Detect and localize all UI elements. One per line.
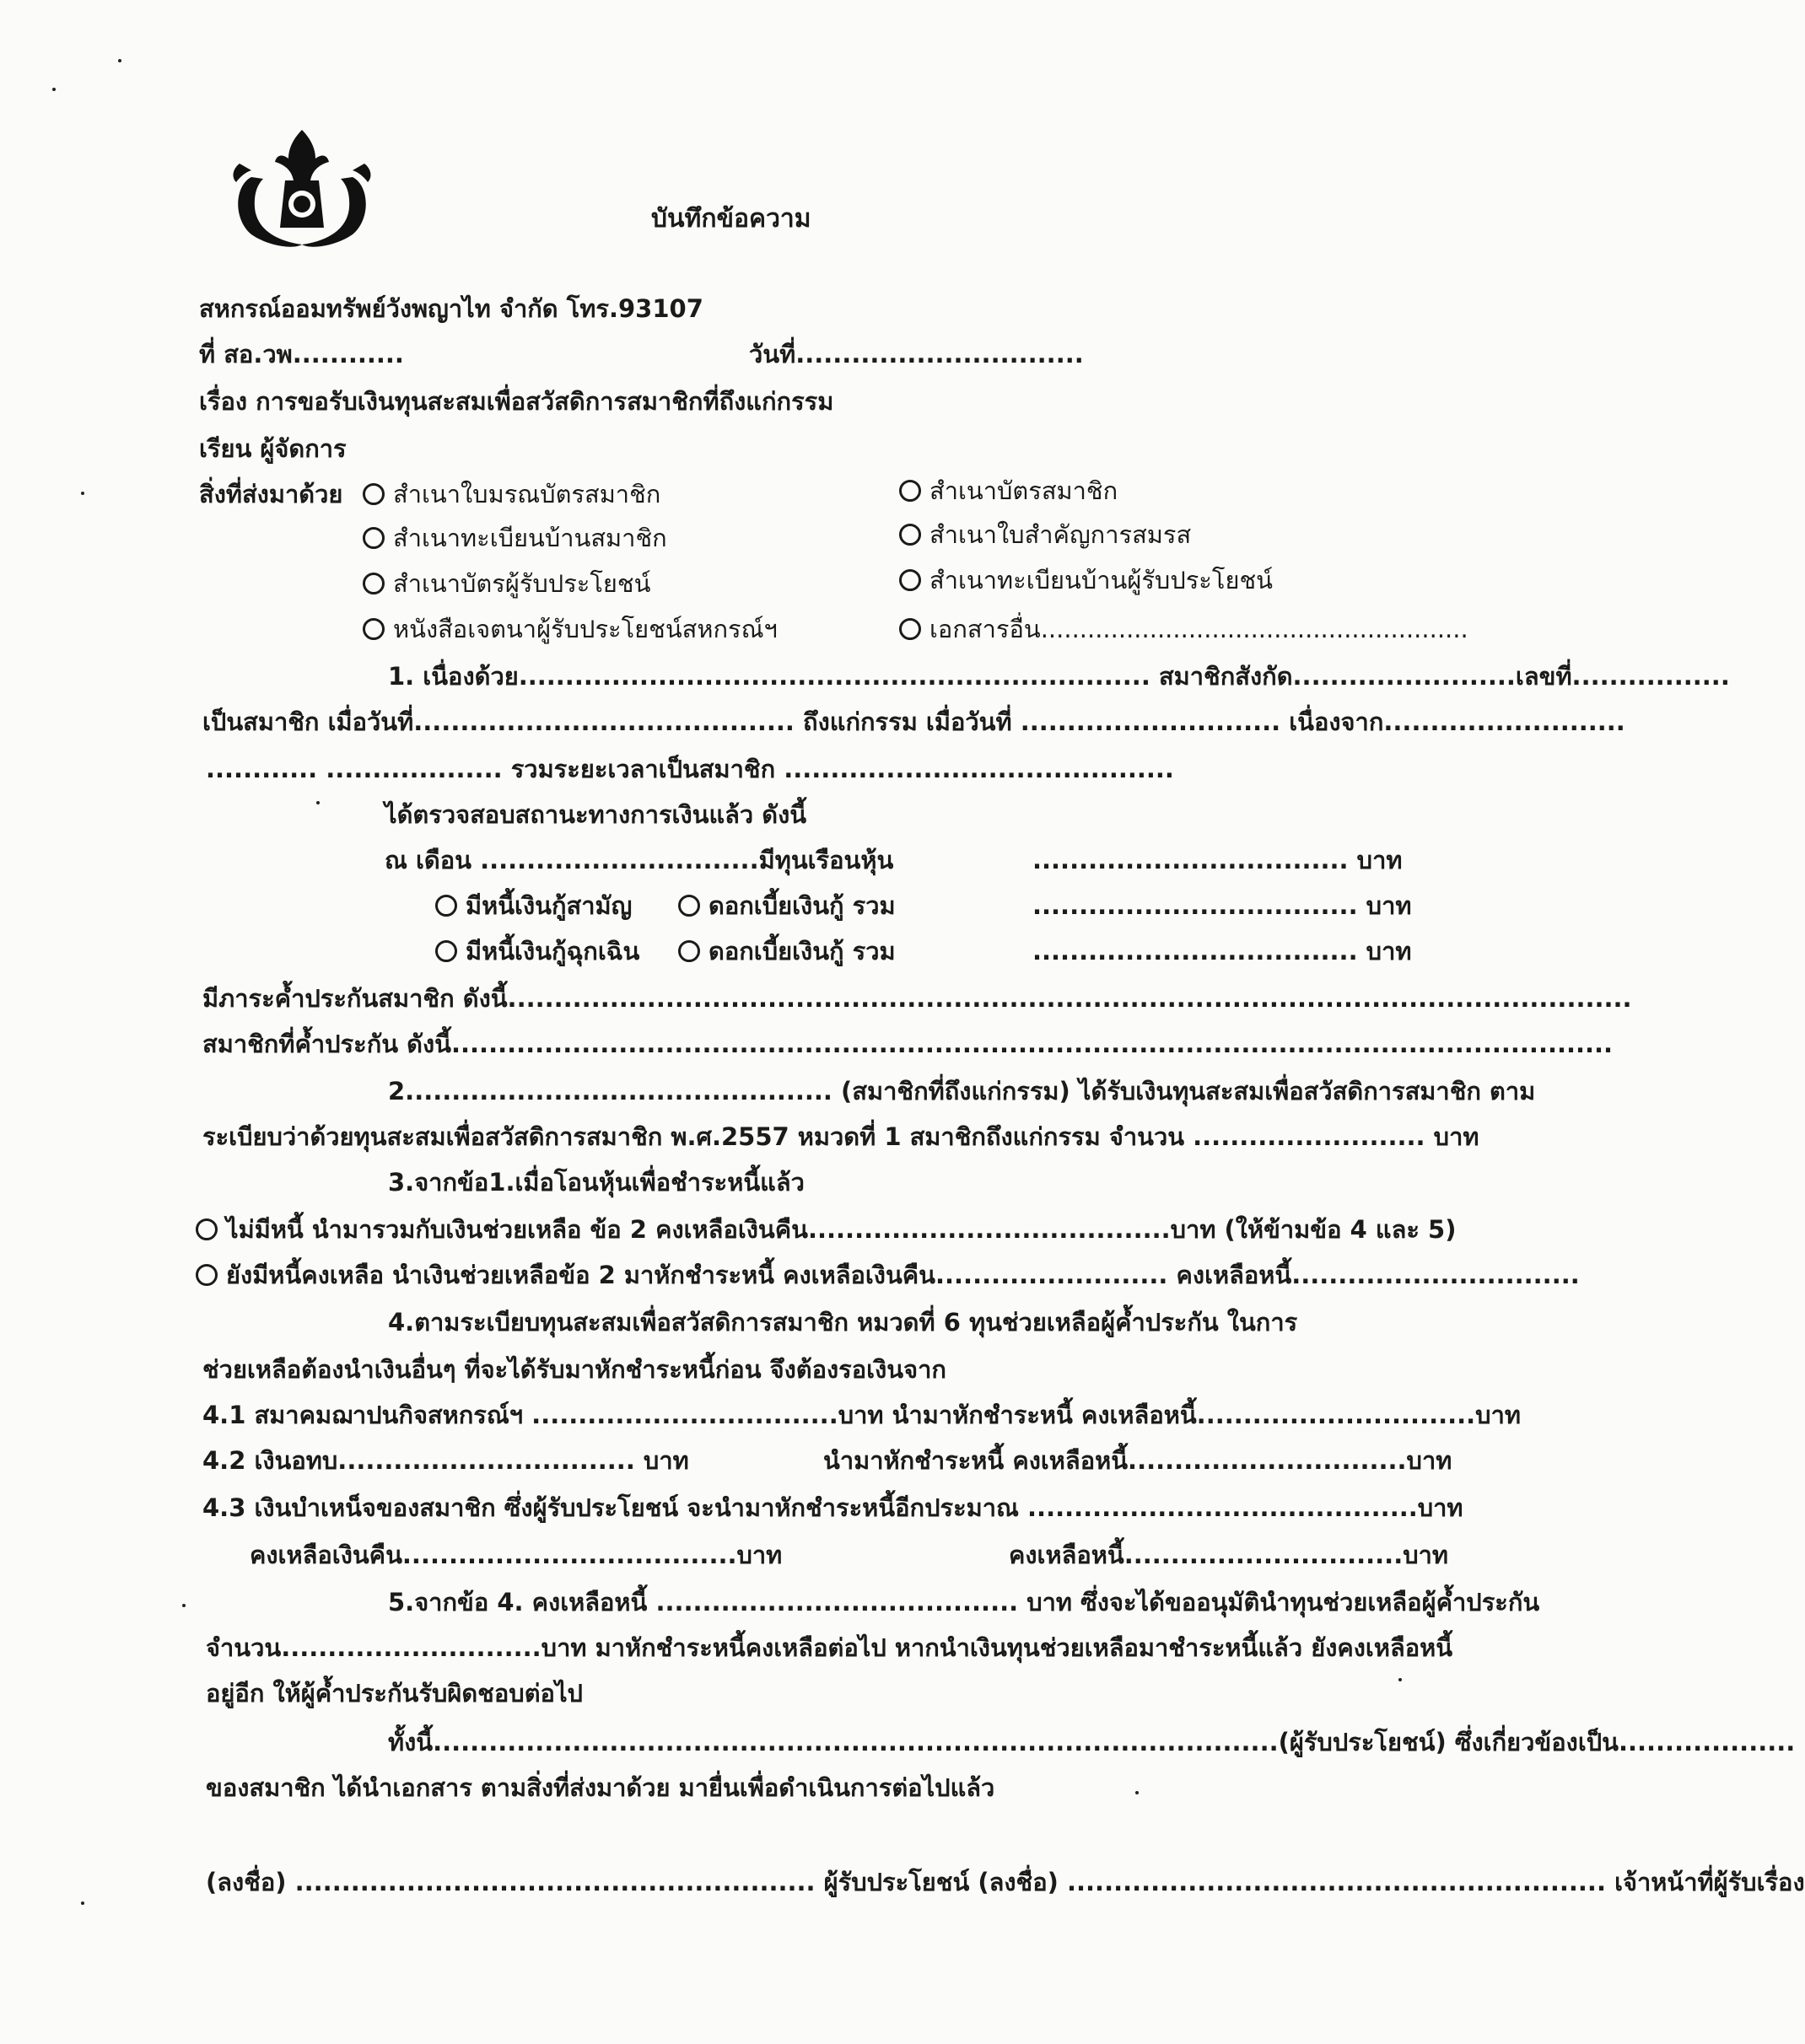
subject-line: เรื่อง การขอรับเงินทุนสะสมเพื่อสวัสดิการสมาชิกที่ถึงแก่กรรม [199, 387, 834, 416]
scan-speck [182, 1604, 186, 1607]
checkbox-circle-icon[interactable] [899, 480, 921, 502]
checkbox-circle-icon[interactable] [899, 569, 921, 591]
paragraph-2-line: ระเบียบว่าด้วยทุนสะสมเพื่อสวัสดิการสมาชิก พ.ศ.2557 หมวดที่ 1 สมาชิกถึงแก่กรรม จำนวน ......................... บาท [202, 1122, 1479, 1151]
checkbox-circle-icon[interactable] [363, 573, 385, 594]
guarantor-line: สมาชิกที่ค้ำประกัน ดังนี้............................................................................................................................. [202, 1030, 1614, 1058]
enclosure-item[interactable]: สำเนาใบสำคัญการสมรส [899, 518, 1191, 551]
memo-title: บันทึกข้อความ [651, 204, 811, 234]
enclosure-item[interactable]: เอกสารอื่น....................................................... [899, 612, 1468, 646]
paragraph-5-line: จำนวน............................บาท มาหักชำระหนี้คงเหลือต่อไป หากนำเงินทุนช่วยเหลือมาชำระหนี้แล้ว ยังคงเหลือหนี้ [206, 1633, 1453, 1662]
date-field: วันที่............................... [749, 340, 1084, 368]
enclosure-item[interactable]: สำเนาทะเบียนบ้านสมาชิก [363, 521, 667, 555]
cooperative-emblem-icon [226, 126, 378, 261]
paragraph-6-line: ทั้งนี้...........................................................................................(ผู้รับประโยชน์) ซึ่งเกี่ยวข้องเป็น................... [388, 1728, 1796, 1756]
loan-emergency-option[interactable]: มีหนี้เงินกู้ฉุกเฉิน [435, 934, 639, 968]
organization-line: สหกรณ์ออมทรัพย์วังพญาไท จำกัด โทร.93107 [199, 294, 703, 323]
scan-speck [81, 492, 84, 495]
paragraph-2-line: 2.............................................. (สมาชิกที่ถึงแก่กรรม) ได้รับเงินทุนสะสมเพื่อสวัสดิการสมาชิก ตาม [388, 1077, 1536, 1105]
paragraph-4-line: ช่วยเหลือต้องนำเงินอื่นๆ ที่จะได้รับมาหักชำระหนี้ก่อน จึงต้องรอเงินจาก [202, 1355, 946, 1384]
paragraph-4-1: 4.1 สมาคมฌาปนกิจสหกรณ์ฯ .................................บาท นำมาหักชำระหนี้ คงเหลือหนี้..............................บาท [202, 1401, 1521, 1429]
paragraph-5-line: 5.จากข้อ 4. คงเหลือหนี้ ....................................... บาท ซึ่งจะได้ขออนุมัตินำทุนช่วยเหลือผู้ค้ำประกัน [388, 1588, 1540, 1616]
month-shares-amount: .................................. บาท [1032, 846, 1403, 874]
checkbox-circle-icon[interactable] [435, 940, 457, 962]
paragraph-4-2-left: 4.2 เงินอทบ................................ บาท [202, 1446, 689, 1475]
checkbox-circle-icon[interactable] [899, 618, 921, 640]
checkbox-circle-icon[interactable] [196, 1264, 218, 1286]
paragraph-4-2-right: นำมาหักชำระหนี้ คงเหลือหนี้..............................บาท [823, 1446, 1452, 1475]
scan-speck [1135, 1791, 1139, 1794]
checkbox-circle-icon[interactable] [363, 527, 385, 549]
loan-normal-option[interactable]: มีหนี้เงินกู้สามัญ [435, 889, 632, 922]
loan-normal-interest[interactable]: ดอกเบี้ยเงินกู้ รวม [678, 889, 896, 922]
month-shares-line: ณ เดือน ..............................มีทุนเรือนหุ้น [385, 846, 894, 874]
checkbox-circle-icon[interactable] [363, 618, 385, 640]
paragraph-4-line: 4.ตามระเบียบทุนสะสมเพื่อสวัสดิการสมาชิก หมวดที่ 6 ทุนช่วยเหลือผู้ค้ำประกัน ในการ [388, 1308, 1298, 1337]
scan-speck [316, 801, 320, 804]
paragraph-4-3-refund: คงเหลือเงินคืน....................................บาท [250, 1541, 783, 1569]
guarantee-line: มีภาระค้ำประกันสมาชิก ดังนี้......................................................................................................................... [202, 984, 1632, 1013]
enclosure-item[interactable]: สำเนาบัตรผู้รับประโยชน์ [363, 567, 650, 600]
paragraph-6-line: ของสมาชิก ได้นำเอกสาร ตามสิ่งที่ส่งมาด้วย มายื่นเพื่อดำเนินการต่อไปแล้ว [206, 1773, 995, 1802]
paragraph-1-line: เป็นสมาชิก เมื่อวันที่......................................... ถึงแก่กรรม เมื่อวันที่ ............................ เนื่องจาก.......................... [202, 707, 1625, 736]
checkbox-circle-icon[interactable] [678, 895, 700, 917]
checkbox-circle-icon[interactable] [899, 524, 921, 546]
checkbox-circle-icon[interactable] [196, 1218, 218, 1240]
scan-speck [52, 88, 56, 91]
checkbox-circle-icon[interactable] [435, 895, 457, 917]
checkbox-circle-icon[interactable] [363, 483, 385, 505]
paragraph-4-3: 4.3 เงินบำเหน็จของสมาชิก ซึ่งผู้รับประโยชน์ จะนำมาหักชำระหนี้อีกประมาณ ..........................................บาท [202, 1493, 1463, 1522]
addressee-line: เรียน ผู้จัดการ [199, 434, 347, 463]
paragraph-4-3-debt: คงเหลือหนี้..............................บาท [1009, 1541, 1449, 1569]
paragraph-3-option[interactable]: ยังมีหนี้คงเหลือ นำเงินช่วยเหลือข้อ 2 มาหักชำระหนี้ คงเหลือเงินคืน......................... คงเหลือหนี้............................... [196, 1258, 1580, 1292]
reference-number: ที่ สอ.วพ............ [199, 340, 404, 368]
scan-speck [118, 59, 121, 62]
enclosures-label: สิ่งที่ส่งมาด้วย [199, 480, 343, 508]
scan-speck [1398, 1678, 1402, 1681]
paragraph-3-option[interactable]: ไม่มีหนี้ นำมารวมกับเงินช่วยเหลือ ข้อ 2 คงเหลือเงินคืน.......................................บาท (ให้ข้ามข้อ 4 และ 5) [196, 1213, 1456, 1246]
enclosure-item[interactable]: สำเนาบัตรสมาชิก [899, 474, 1118, 508]
paragraph-3-heading: 3.จากข้อ1.เมื่อโอนหุ้นเพื่อชำระหนี้แล้ว [388, 1168, 805, 1197]
paragraph-5-line: อยู่อีก ให้ผู้ค้ำประกันรับผิดชอบต่อไป [206, 1679, 583, 1708]
signature-line: (ลงชื่อ) ........................................................ ผู้รับประโยชน์ (ลงชื่อ) .......................................................... เจ้าหน้าที่ผู้รับเรื่อง [206, 1868, 1805, 1896]
loan-emergency-amount: ................................... บาท [1032, 937, 1412, 966]
enclosure-item[interactable]: สำเนาใบมรณบัตรสมาชิก [363, 477, 660, 511]
enclosure-item[interactable]: หนังสือเจตนาผู้รับประโยชน์สหกรณ์ฯ [363, 612, 778, 646]
paragraph-1-line: 1. เนื่องด้วย.................................................................... สมาชิกสังกัด........................เลขที่................. [388, 662, 1730, 691]
enclosure-item[interactable]: สำเนาทะเบียนบ้านผู้รับประโยชน์ [899, 563, 1273, 597]
scan-speck [81, 1901, 84, 1905]
loan-emergency-interest[interactable]: ดอกเบี้ยเงินกู้ รวม [678, 934, 896, 968]
loan-normal-amount: ................................... บาท [1032, 891, 1412, 920]
checkbox-circle-icon[interactable] [678, 940, 700, 962]
paragraph-1-line: ............ ................... รวมระยะเวลาเป็นสมาชิก .......................................... [206, 755, 1174, 783]
financial-check-line: ได้ตรวจสอบสถานะทางการเงินแล้ว ดังนี้ [385, 800, 807, 829]
